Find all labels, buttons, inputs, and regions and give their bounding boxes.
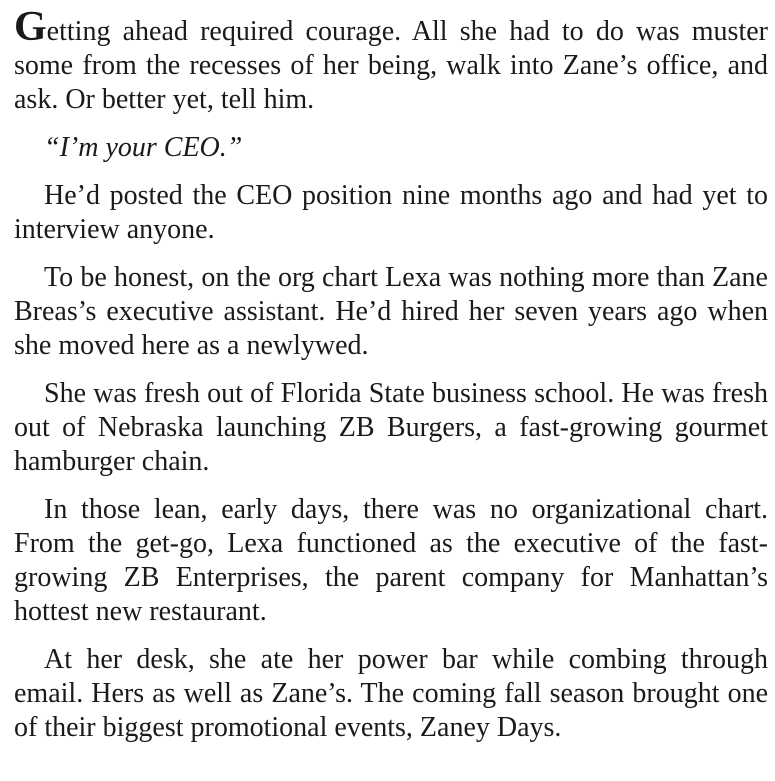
drop-cap: G bbox=[14, 4, 47, 50]
paragraph-desk: At her desk, she ate her power bar while combing through email. Hers as well as Zane’s. The coming fall season brought one of their biggest promotional events, Zaney Days. bbox=[14, 644, 768, 743]
paragraph-early-days: In those lean, early days, there was no organizational chart. From the get-go, Lexa functioned as the executive of the fast-growing ZB Enterprises, the parent company for Manhattan’s hottest new restaurant. bbox=[14, 494, 768, 627]
paragraph-ceo-position: He’d posted the CEO position nine months ago and had yet to interview anyone. bbox=[14, 180, 768, 245]
paragraph-opening bbox=[14, 4, 768, 117]
paragraph-background: She was fresh out of Florida State business school. He was fresh out of Nebraska launching ZB Burgers, a fast-growing gourmet hamburger chain. bbox=[14, 378, 768, 477]
paragraph-org-chart: To be honest, on the org chart Lexa was nothing more than Zane Breas’s executive assistant. He’d hired her seven years ago when she moved here as a newlywed. bbox=[14, 262, 768, 361]
document-page bbox=[14, 4, 768, 759]
paragraph-dialogue: “I’m your CEO.” bbox=[44, 132, 243, 163]
paragraph-opening-text: etting ahead required courage. All she had to do was muster some from the recesses of her being, walk into Zane’s office, and ask. Or better yet, tell him. bbox=[14, 16, 768, 115]
